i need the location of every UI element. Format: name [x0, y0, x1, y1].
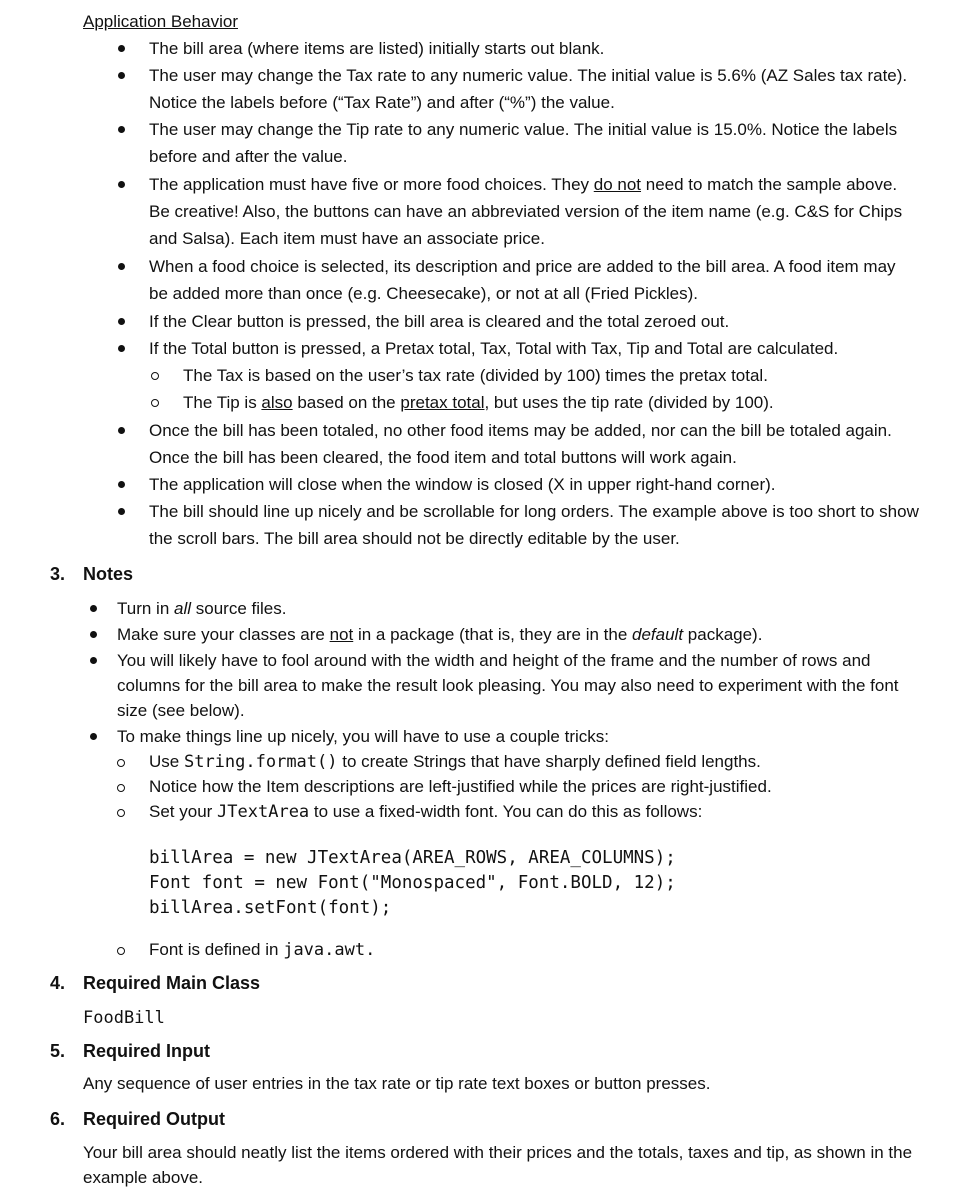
not-emphasis: not	[329, 625, 354, 644]
required-input-number: 5.	[50, 1041, 66, 1061]
notes-subitem-1-pre: Use	[149, 752, 184, 771]
sub-bullet-marker	[117, 809, 125, 817]
notes-item-4: To make things line up nicely, you will have to use a couple tricks:	[117, 727, 609, 746]
main-class-heading: Required Main Class	[83, 973, 261, 993]
notes-number: 3.	[50, 564, 66, 584]
all-emphasis: all	[174, 599, 192, 618]
notes-item-2-mid: in a package (that is, they are in the	[353, 625, 633, 644]
notes-subitem-4	[149, 937, 929, 964]
notes-item-1	[117, 596, 917, 623]
bullet-marker	[90, 657, 97, 664]
behavior-item-2: The user may change the Tax rate to any numeric value. The initial value is 5.6% (AZ Sales tax rate). Notice the labels before (“Tax Rate”) and after (“%”) the value.	[149, 66, 908, 112]
java-awt-code: java.awt.	[283, 940, 376, 960]
notes-item-2	[117, 622, 917, 649]
sub-bullet-marker	[117, 759, 125, 767]
notes-subitem-4-pre: Font is defined in	[149, 940, 284, 959]
jtextarea-code: JTextArea	[217, 802, 310, 822]
section-title-application-behavior: Application Behavior	[83, 12, 238, 31]
required-output-text: Your bill area should neatly list the items ordered with their prices and the totals, taxes and tip, as shown in the example above.	[83, 1143, 913, 1187]
code-line-1: billArea = new JTextArea(AREA_ROWS, AREA_COLUMNS);	[149, 848, 676, 868]
bullet-marker	[118, 126, 125, 133]
behavior-item-7: If the Total button is pressed, a Pretax total, Tax, Total with Tax, Tip and Total are calculated.	[149, 339, 839, 358]
required-output-number: 6.	[50, 1109, 66, 1129]
behavior-item-1: The bill area (where items are listed) initially starts out blank.	[149, 39, 605, 58]
code-line-3: billArea.setFont(font);	[149, 898, 392, 918]
bullet-marker	[118, 427, 125, 434]
code-line-2: Font font = new Font("Monospaced", Font.BOLD, 12);	[149, 873, 676, 893]
main-class-value: FoodBill	[83, 1008, 165, 1028]
notes-item-2-post: package).	[683, 625, 763, 644]
notes-item-3: You will likely have to fool around with the width and height of the frame and the number of rows and columns for the bill area to make the result look pleasing. You may also need to experiment with the font size (see below).	[117, 651, 899, 720]
notes-heading: Notes	[83, 564, 134, 584]
subitem-2-part-c: based on the	[292, 393, 401, 412]
string-format-code: String.format()	[183, 752, 338, 772]
required-input-heading: Required Input	[83, 1041, 210, 1061]
notes-subitem-1	[149, 749, 929, 776]
notes-item-2-pre: Make sure your classes are	[117, 625, 330, 644]
behavior-item-5: When a food choice is selected, its description and price are added to the bill area. A food item may be added more than once (e.g. Cheesecake), or not at all (Fried Pickles).	[149, 257, 896, 303]
bullet-marker	[118, 181, 125, 188]
behavior-item-9: The application will close when the window is closed (X in upper right-hand corner).	[149, 475, 776, 494]
bullet-marker	[90, 605, 97, 612]
behavior-item-10: The bill should line up nicely and be scrollable for long orders. The example above is too short to show the scroll bars. The bill area should not be directly editable by the user.	[149, 502, 919, 548]
default-emphasis: default	[632, 625, 684, 644]
main-class-number: 4.	[50, 973, 66, 993]
notes-item-1-pre: Turn in	[117, 599, 175, 618]
notes-subitem-3-pre: Set your	[149, 802, 218, 821]
notes-subitem-3	[149, 799, 929, 826]
notes-subitem-1-post: to create Strings that have sharply defined field lengths.	[337, 752, 761, 771]
bullet-marker	[118, 318, 125, 325]
behavior-item-4-post: need to match the sample above. Be creative! Also, the buttons can have an abbreviated version of the item name (e.g. C&S for Chips and Salsa). Each item must have an associate price.	[149, 175, 903, 248]
notes-subitem-3-post: to use a fixed-width font. You can do this as follows:	[309, 802, 703, 821]
bullet-marker	[118, 45, 125, 52]
pretax-total-emphasis: pretax total	[400, 393, 485, 412]
sub-bullet-marker	[151, 399, 159, 407]
behavior-subitem-1: The Tax is based on the user’s tax rate (divided by 100) times the pretax total.	[183, 366, 768, 385]
sub-bullet-marker	[117, 784, 125, 792]
subitem-2-part-a: The Tip is	[183, 393, 262, 412]
sub-bullet-marker	[117, 947, 125, 955]
subitem-2-part-e: , but uses the tip rate (divided by 100).	[484, 393, 774, 412]
bullet-marker	[118, 72, 125, 79]
behavior-item-4	[149, 172, 919, 252]
bullet-marker	[118, 345, 125, 352]
bullet-marker	[118, 481, 125, 488]
bullet-marker	[118, 508, 125, 515]
notes-item-1-post: source files.	[191, 599, 287, 618]
bullet-marker	[90, 733, 97, 740]
behavior-item-4-pre: The application must have five or more food choices. They	[149, 175, 594, 194]
notes-subitem-2: Notice how the Item descriptions are left-justified while the prices are right-justified.	[149, 777, 772, 796]
bullet-marker	[90, 631, 97, 638]
sub-bullet-marker	[151, 372, 159, 380]
required-output-heading: Required Output	[83, 1109, 225, 1129]
behavior-item-6: If the Clear button is pressed, the bill area is cleared and the total zeroed out.	[149, 312, 730, 331]
behavior-subitem-2	[183, 390, 923, 417]
required-input-text: Any sequence of user entries in the tax rate or tip rate text boxes or button presses.	[83, 1074, 711, 1093]
behavior-item-3: The user may change the Tip rate to any numeric value. The initial value is 15.0%. Notice the labels before and after the value.	[149, 120, 898, 166]
bullet-marker	[118, 263, 125, 270]
also-emphasis: also	[261, 393, 293, 412]
behavior-item-8: Once the bill has been totaled, no other food items may be added, nor can the bill be totaled again. Once the bill has been cleared, the food item and total buttons will work again.	[149, 421, 892, 467]
do-not-emphasis: do not	[593, 175, 642, 194]
